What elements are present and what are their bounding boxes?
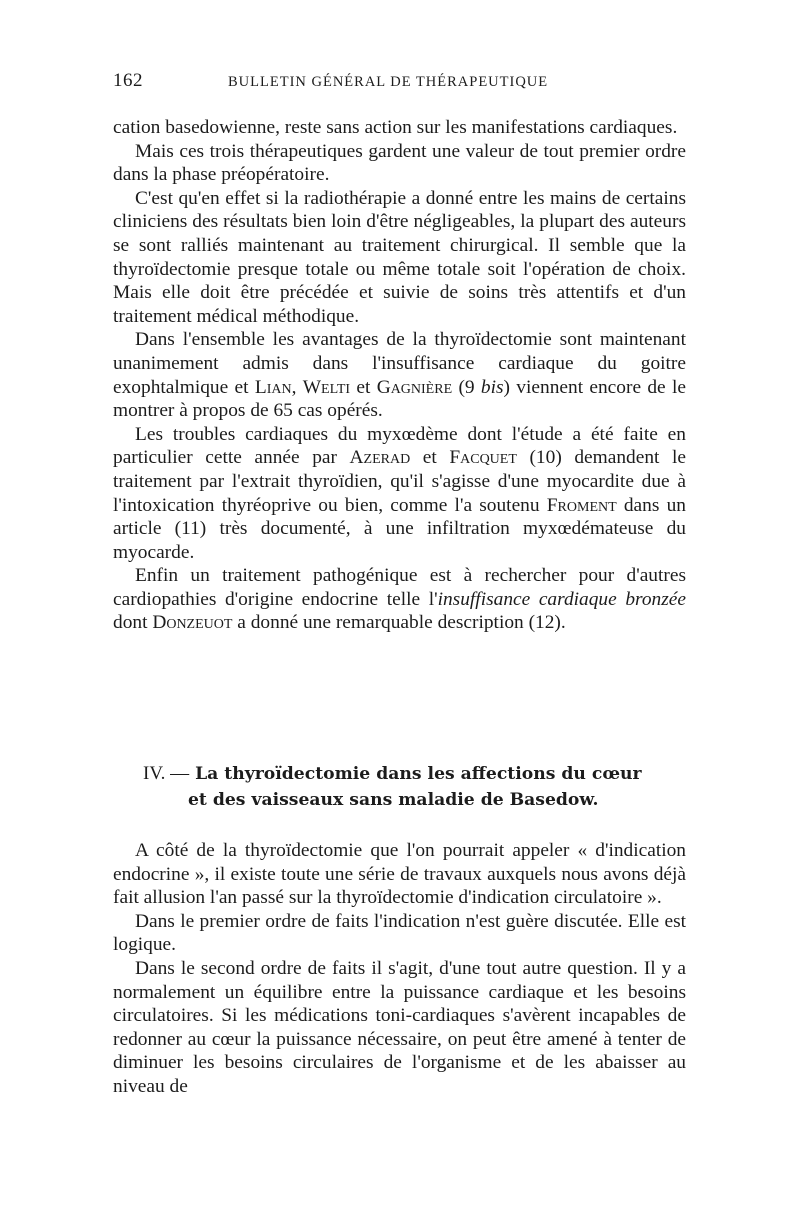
author-name: Gagnière [376, 376, 453, 398]
section-number: IV. — [143, 763, 190, 784]
text-run: et [410, 447, 450, 469]
paragraph [113, 564, 686, 635]
paragraph: Dans le second ordre de faits il s'agit, d'une tout autre question. Il y a normalement un équilibre entre la puissance cardiaque et les besoins circulatoires. Si les médications toni-cardiaques s'avèrent incapables de redonner au cœur la puissance nécessaire, on peut être amené à tenter de diminuer les besoins circulaires de l'organisme et de les abaisser au niveau de [113, 957, 686, 1097]
section-title-line1: La thyroïdectomie dans les affections du cœur [195, 764, 642, 784]
author-name: Facquet [449, 447, 517, 469]
text-run: et [350, 376, 377, 398]
text-run: a donné une remarquable description (12). [232, 612, 566, 634]
paragraph [113, 328, 686, 422]
paragraph-continuation: cation basedowienne, reste sans action sur les manifestations cardiaques. [113, 117, 678, 138]
page-number: 162 [113, 70, 143, 91]
section-title-line2: et des vaisseaux sans maladie de Basedow. [188, 790, 599, 810]
citation-suffix: bis [480, 376, 504, 398]
italic-term: insuffisance cardiaque bronzée [437, 588, 687, 610]
paragraph: A côté de la thyroïdectomie que l'on pourrait appeler « d'indication endocrine », il existe toute une série de travaux auxquels nous avons déjà fait allusion l'an passé sur la thyroïdectomie d'indication circulatoire ». [113, 840, 686, 909]
author-name: Lian [254, 376, 292, 398]
paragraph: Mais ces trois thérapeutiques gardent une valeur de tout premier ordre dans la phase préopératoire. [113, 140, 686, 186]
author-name: Froment [546, 494, 617, 516]
paragraph [113, 423, 686, 565]
text-run: ) viennent encore de le montrer à propos de 65 cas opérés. [113, 376, 686, 422]
section-heading [113, 761, 686, 813]
running-head: BULLETIN GÉNÉRAL DE THÉRAPEUTIQUE [228, 74, 549, 90]
section-heading-line1 [113, 761, 686, 787]
text-run: , [291, 376, 303, 398]
text-run: dont [113, 612, 153, 634]
page-header [113, 70, 690, 94]
body-text-part1 [113, 116, 686, 635]
body-text-part2 [113, 839, 686, 1099]
author-name: Donzeuot [152, 612, 233, 634]
text-run: dans un article (11) très documenté, à une infiltration myxœdémateuse du myocarde. [113, 494, 686, 563]
author-name: Welti [302, 376, 351, 398]
text-run: (10) demandent le traitement par l'extrait thyroïdien, qu'il s'agisse d'une myocardite due à l'intoxication thyréoprive ou bien, comme l'a soutenu [113, 447, 686, 516]
text-run: Dans l'ensemble les avantages de la thyroïdectomie sont maintenant unanimement admis dans l'insuffisance cardiaque du goitre exophtalmique et [113, 329, 686, 398]
paragraph: C'est qu'en effet si la radiothérapie a donné entre les mains de certains cliniciens des résultats bien loin d'être négligeables, la plupart des auteurs se sont ralliés maintenant au traitement chirurgical. Il semble que la thyroïdectomie presque totale ou même totale soit l'opération de choix. Mais elle doit être précédée et suivie de soins très attentifs et d'un traitement médical méthodique. [113, 187, 686, 327]
author-name: Azerad [349, 447, 411, 469]
text-run: Les troubles cardiaques du myxœdème dont l'étude a été faite en particulier cette année par [113, 423, 686, 469]
text-run: Enfin un traitement pathogénique est à rechercher pour d'autres cardiopathies d'origine endocrine telle l' [113, 565, 686, 610]
text-run: (9 [452, 376, 481, 398]
paragraph: Dans le premier ordre de faits l'indication n'est guère discutée. Elle est logique. [113, 910, 686, 956]
